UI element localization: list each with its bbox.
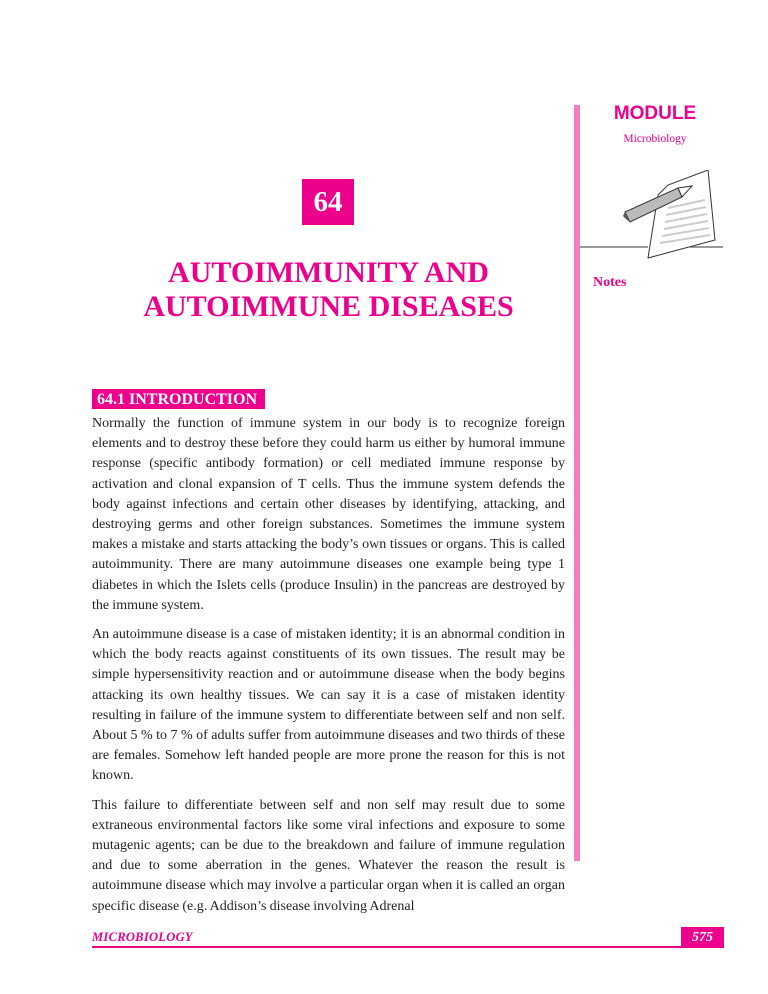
notes-label: Notes bbox=[593, 275, 627, 290]
paragraph: Normally the function of immune system in our body is to recognize foreign elements and to destroy these before they could harm us either by humoral immune response (specific antibody formation) or cell mediated immune response by activation and clonal expansion of T cells. Thus the immune system defends the body against infections and certain other diseases by identifying, attacking, and destroying germs and other foreign substances. Sometimes the immune system makes a mistake and starts attacking the body’s own tissues or organs. This is called autoimmunity. There are many autoimmune diseases one example being type 1 diabetes in which the Islets cells (produce Insulin) in the pancreas are destroyed by the immune system. bbox=[92, 416, 565, 613]
paragraph: This failure to differentiate between self and non self may result due to some extraneous environmental factors like some viral infections and exposure to some mutagenic agents; can be due to the breakdown and failure of immune regulation and due to some aberration in the genes. Whatever the reason the result is autoimmune disease which may involve a particular organ when it is called an organ specific disease (e.g. Addison’s disease involving Adrenal bbox=[92, 797, 565, 914]
page-footer bbox=[92, 926, 725, 948]
section-heading: 64.1 INTRODUCTION bbox=[92, 389, 265, 409]
content-flow bbox=[92, 414, 725, 948]
footer-subject: MICROBIOLOGY bbox=[92, 929, 193, 944]
chapter-title-line: AUTOIMMUNITY AND bbox=[168, 256, 489, 289]
page-number: 575 bbox=[681, 927, 724, 948]
paragraph: An autoimmune disease is a case of mistaken identity; it is an abnormal condition in which the body reacts against constituents of its own tissues. The result may be simple hypersensitivity reaction and or autoimmune disease when the body begins attacking its own healthy tissues. We can say it is a case of mistaken identity resulting in failure of the immune system to differentiate between self and non self. About 5 % to 7 % of adults suffer from autoimmune diseases and two thirds of these are females. Somehow left handed people are more prone the reason for this is not known. bbox=[92, 627, 565, 784]
chapter-number: 64 bbox=[302, 179, 354, 225]
chapter-title-line: AUTOIMMUNE DISEASES bbox=[143, 290, 514, 323]
module-label: MODULE bbox=[613, 103, 697, 124]
notes-pencil-icon bbox=[580, 170, 725, 270]
body-text bbox=[92, 414, 565, 917]
module-subject: Microbiology bbox=[623, 133, 687, 145]
chapter-title bbox=[92, 256, 565, 324]
footer-rule bbox=[92, 946, 682, 948]
